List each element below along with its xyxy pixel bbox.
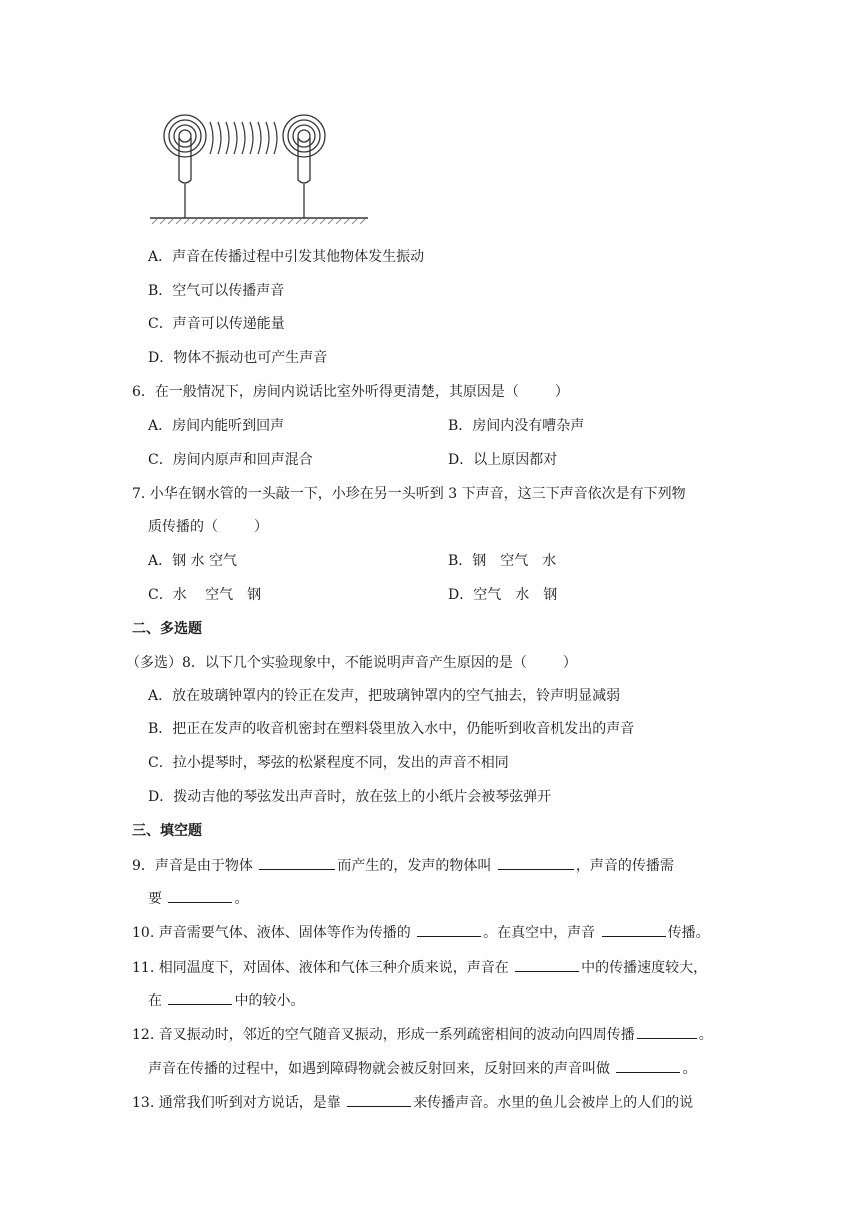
q10-line [132,922,710,943]
q6-option-a: A．房间内能听到回声 [148,418,285,434]
sound-waves [210,122,277,154]
right-tuning-fork [283,115,325,218]
q7-option-a: A．钢 水 空气 [148,553,238,569]
q7-stem-line1: 7. 小华在钢水管的一头敲一下，小珍在另一头听到 3 下声音，这三下声音依次是有下列物 [132,486,686,502]
q9-text-5: 。 [234,891,249,907]
q12-text-2: 。 [698,1027,713,1043]
q11-blank-2[interactable] [168,990,232,1005]
q6-option-b: B．房间内没有嘈杂声 [448,418,585,434]
q12-blank-2[interactable] [616,1058,680,1073]
q11-line1 [132,957,707,978]
q6-stem [132,382,569,402]
q9-blank-3[interactable] [168,888,232,903]
q9-blank-1[interactable] [259,855,335,870]
q7-stem2-text: 质传播的（ [148,519,218,535]
q6-stem-close: ） [554,384,569,400]
left-tuning-fork [164,115,206,218]
q7-stem2-close: ） [254,519,268,535]
q10-text-3: 传播。 [667,925,710,941]
q10-blank-2[interactable] [602,922,666,937]
q8-stem-text: （多选）8．以下几个实验现象中，不能说明声音产生原因的是（ [126,655,527,671]
q5-option-c: C．声音可以传递能量 [148,316,285,332]
q12-text-4: 。 [682,1061,697,1077]
q11-text-2: 中的传播速度较大， [581,960,708,976]
q9-line2 [148,888,248,909]
q12-blank-1[interactable] [637,1024,697,1039]
q5-option-b: B．空气可以传播声音 [148,283,285,299]
q9-text-3: ，声音的传播需 [575,858,674,874]
q10-text-1: 10. 声音需要气体、液体、固体等作为传播的 [132,925,411,941]
q9-text-2: 而产生的，发声的物体叫 [337,858,492,874]
q7-option-c: C．水 空气 钢 [148,587,262,603]
tuning-forks-figure [148,108,370,232]
q10-blank-1[interactable] [417,922,481,937]
q8-option-b: B．把正在发声的收音机密封在塑料袋里放入水中，仍能听到收音机发出的声音 [148,721,635,737]
q12-text-3: 声音在传播的过程中，如遇到障碍物就会被反射回来，反射回来的声音叫做 [148,1061,610,1077]
q11-text-4: 中的较小。 [234,993,305,1009]
section-multiple-choice-title: 二、多选题 [132,621,202,637]
q8-option-a: A．放在玻璃钟罩内的铃正在发声，把玻璃钟罩内的空气抽去，铃声明显减弱 [148,688,621,704]
q9-text-4: 要 [148,891,162,907]
q8-option-d: D．拨动吉他的琴弦发出声音时，放在弦上的小纸片会被琴弦弹开 [148,789,552,805]
q6-option-d: D．以上原因都对 [448,452,558,468]
q8-stem [126,653,577,673]
q7-option-b: B．钢 空气 水 [448,553,557,569]
q11-blank-1[interactable] [515,957,579,972]
q8-option-c: C．拉小提琴时，琴弦的松紧程度不同，发出的声音不相同 [148,755,509,771]
q11-text-1: 11. 相同温度下，对固体、液体和气体三种介质来说，声音在 [132,960,509,976]
q5-option-d: D．物体不振动也可产生声音 [148,350,328,366]
q11-line2 [148,990,304,1011]
q10-text-2: 。在真空中，声音 [483,925,596,941]
q13-blank-1[interactable] [347,1092,411,1107]
q9-blank-2[interactable] [498,855,574,870]
q9-text-1: 9．声音是由于物体 [132,858,253,874]
q7-option-d: D．空气 水 钢 [448,587,558,603]
q6-stem-text: 6．在一般情况下，房间内说话比室外听得更清楚，其原因是（ [132,384,519,400]
q11-text-3: 在 [148,993,162,1009]
q12-line1 [132,1024,713,1045]
section-fill-blank-title: 三、填空题 [132,823,202,839]
q7-stem-line2 [148,517,268,537]
q12-line2 [148,1058,696,1079]
q6-option-c: C．房间内原声和回声混合 [148,452,313,468]
q5-option-a: A．声音在传播过程中引发其他物体发生振动 [148,249,425,265]
q13-line1 [132,1092,693,1113]
q13-text-2: 来传播声音。水里的鱼儿会被岸上的人们的说 [413,1095,694,1111]
q12-text-1: 12. 音叉振动时，邻近的空气随音叉振动，形成一系列疏密相间的波动向四周传播 [132,1027,635,1043]
q13-text-1: 13. 通常我们听到对方说话，是靠 [132,1095,341,1111]
q8-stem-close: ） [562,655,577,671]
q9-line1 [132,855,674,876]
